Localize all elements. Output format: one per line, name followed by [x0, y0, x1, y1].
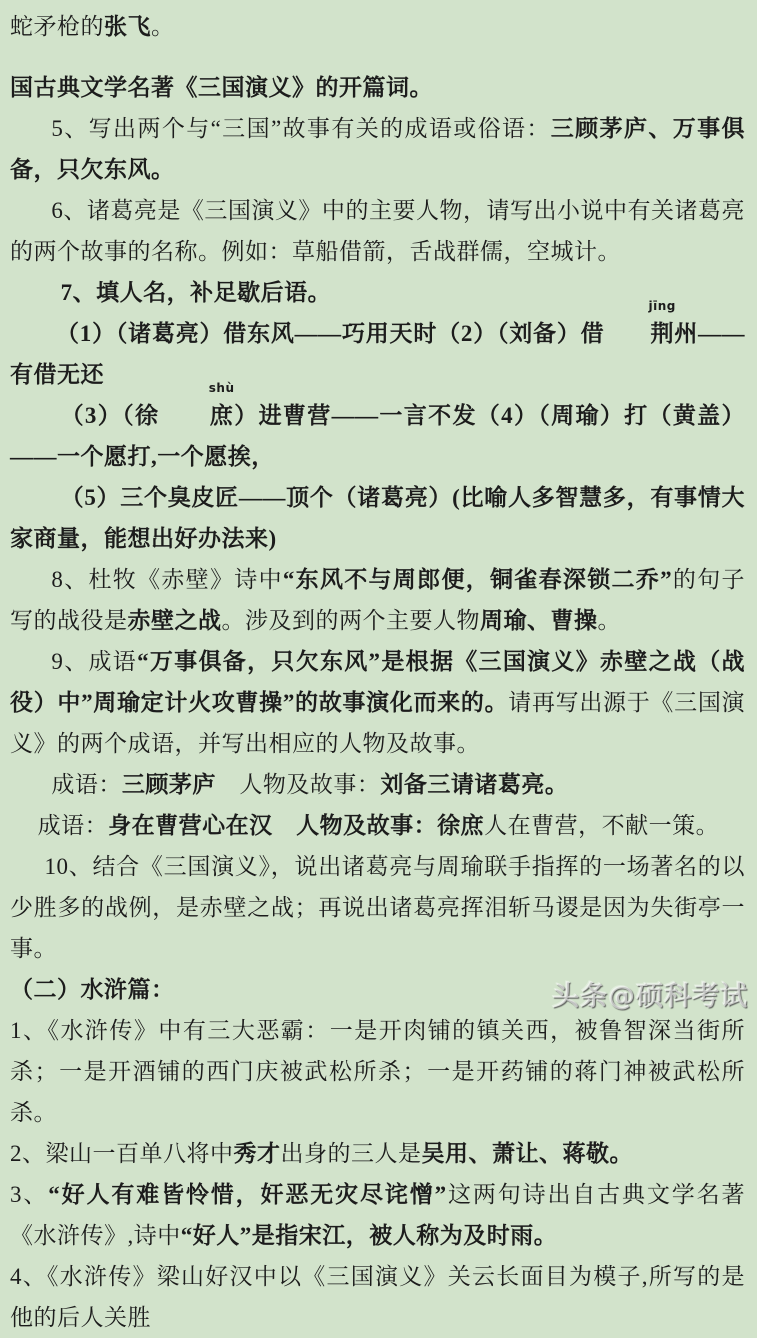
- text-segment: 荆 jīng: [604, 313, 674, 354]
- text-segment: 是根据《三国演义》赤壁之战（战役）中”周瑜定计火攻曹操”: [10, 649, 745, 715]
- text-segment: 。: [597, 608, 621, 633]
- xiehouyu-5: [10, 477, 745, 559]
- chengyu-1: [10, 764, 745, 805]
- text-segment: （3）（徐: [60, 403, 160, 428]
- line-kaipianci: [10, 67, 745, 108]
- xiehouyu-3-4: [10, 381, 746, 477]
- text-segment: 赤壁之战: [127, 608, 222, 633]
- text-segment: 吴用、萧让、蒋敬。: [421, 1141, 633, 1166]
- text-segment: 国古典文学名著《三国演义》的开篇词。: [10, 75, 433, 100]
- text-segment: 7、填人名，补足歇后语。: [60, 280, 332, 305]
- text-segment: 1、《水浒传》中有三大恶霸：一是开肉铺的镇关西，被鲁智深当街所杀；一是开酒铺的西门庆被武松所杀；一是开药铺的蒋门神被武松所杀。: [10, 1018, 745, 1125]
- text-segment: [216, 772, 240, 797]
- text-segment: “万事俱备，只欠东风”: [137, 649, 381, 674]
- text-segment: 是指宋江，被人称为及时雨。: [251, 1223, 558, 1248]
- text-segment: 蛇矛枪的: [10, 14, 104, 39]
- text-segment: 9、成语: [51, 649, 138, 674]
- text-segment: 张飞: [104, 14, 151, 39]
- text-segment: （二）水浒篇：: [10, 977, 175, 1002]
- text-segment: （1）（诸葛亮）借东风——巧用天时（2）（刘备）借: [56, 321, 605, 346]
- text-segment: 三顾茅庐: [121, 772, 216, 797]
- text-segment: 8、杜牧《赤壁》诗中: [51, 567, 283, 592]
- text-segment: 刘备三请诸葛亮。: [380, 772, 569, 797]
- text-segment: 请再写出源于《三国演义》的两个成语，并写出相应的人物及故事。: [10, 690, 746, 756]
- text-segment: 人物及故事：: [296, 813, 438, 838]
- text-segment: （5）三个臭皮匠——顶个（诸葛亮）(比喻人多智慧多，有事情大家商量，能想出好办法来): [10, 485, 745, 551]
- text-segment: 。: [151, 14, 175, 39]
- text-segment: “东风不与周郎便，铜雀春深锁二乔”: [282, 567, 673, 592]
- text-segment: 成语：: [51, 772, 122, 797]
- text-segment: 这两句诗出自古典文学名著《水浒传》,诗中: [10, 1182, 746, 1248]
- document-body: [10, 6, 745, 1338]
- item-9: [10, 641, 745, 764]
- item-8: [10, 559, 745, 641]
- text-segment: 的句子写的战役是: [10, 567, 745, 633]
- text-segment: 人物及故事：: [239, 772, 381, 797]
- text-segment: “好人有难皆怜惜，奸恶无灾尽诧憎”: [48, 1182, 447, 1207]
- text-segment: ）进曹营——一言不发（4）（周瑜）打（黄盖）——一个愿打,一个愿挨，: [10, 403, 746, 469]
- text-segment: 周瑜、曹操: [480, 608, 598, 633]
- text-segment: 。涉及到的两个主要人物: [221, 608, 480, 633]
- text-segment: [273, 813, 297, 838]
- text-segment: 出身的三人是: [280, 1141, 422, 1166]
- line-zhangfei: [10, 6, 745, 47]
- text-segment: 6、诸葛亮是《三国演义》中的主要人物，请写出小说中有关诸葛亮的两个故事的名称。例如：草船借箭，舌战群儒，空城计。: [10, 198, 745, 264]
- item-10: [10, 846, 745, 969]
- text-segment: 2、梁山一百单八将中: [10, 1141, 234, 1166]
- item-6: [10, 190, 745, 272]
- shuihu-1: [10, 1010, 745, 1133]
- text-segment: 秀才: [233, 1141, 281, 1166]
- section-shuihu: [10, 969, 745, 1010]
- xiehouyu-1-2: [10, 299, 746, 395]
- text-segment: 4、《水浒传》梁山好汉中以《三国演义》关云长面目为模子,所写的是他的后人关胜: [10, 1264, 745, 1330]
- text-segment: 三顾茅庐、万事俱备，只欠东风。: [10, 116, 745, 182]
- watermark: 头条@硕科考试: [552, 981, 748, 1012]
- text-segment: 徐庶: [437, 813, 485, 838]
- text-segment: 庶 shù: [159, 395, 233, 436]
- pinyin-annotation: shù: [208, 381, 235, 395]
- shuihu-2: [10, 1133, 745, 1174]
- text-segment: 州——有借无还: [10, 321, 746, 387]
- pinyin-annotation: jīng: [648, 299, 676, 313]
- text-segment: 人在曹营，不献一策。: [484, 813, 720, 838]
- shuihu-4: [10, 1256, 745, 1338]
- chengyu-2: [10, 805, 745, 846]
- item-5: [10, 108, 745, 190]
- text-segment: 5、写出两个与“三国”故事有关的成语或俗语：: [51, 116, 551, 141]
- text-segment: 3、: [10, 1182, 49, 1207]
- text-segment: 身在曹营心在汉: [108, 813, 273, 838]
- shuihu-3: [10, 1174, 745, 1256]
- text-segment: 成语：: [37, 813, 109, 838]
- text-segment: 的故事演化而来的。: [294, 690, 509, 715]
- text-segment: 10、结合《三国演义》，说出诸葛亮与周瑜联手指挥的一场著名的以少胜多的战例，是赤壁之战；再说出诸葛亮挥泪斩马谡是因为失街亭一事。: [10, 854, 745, 961]
- text-segment: “好人”: [180, 1223, 252, 1248]
